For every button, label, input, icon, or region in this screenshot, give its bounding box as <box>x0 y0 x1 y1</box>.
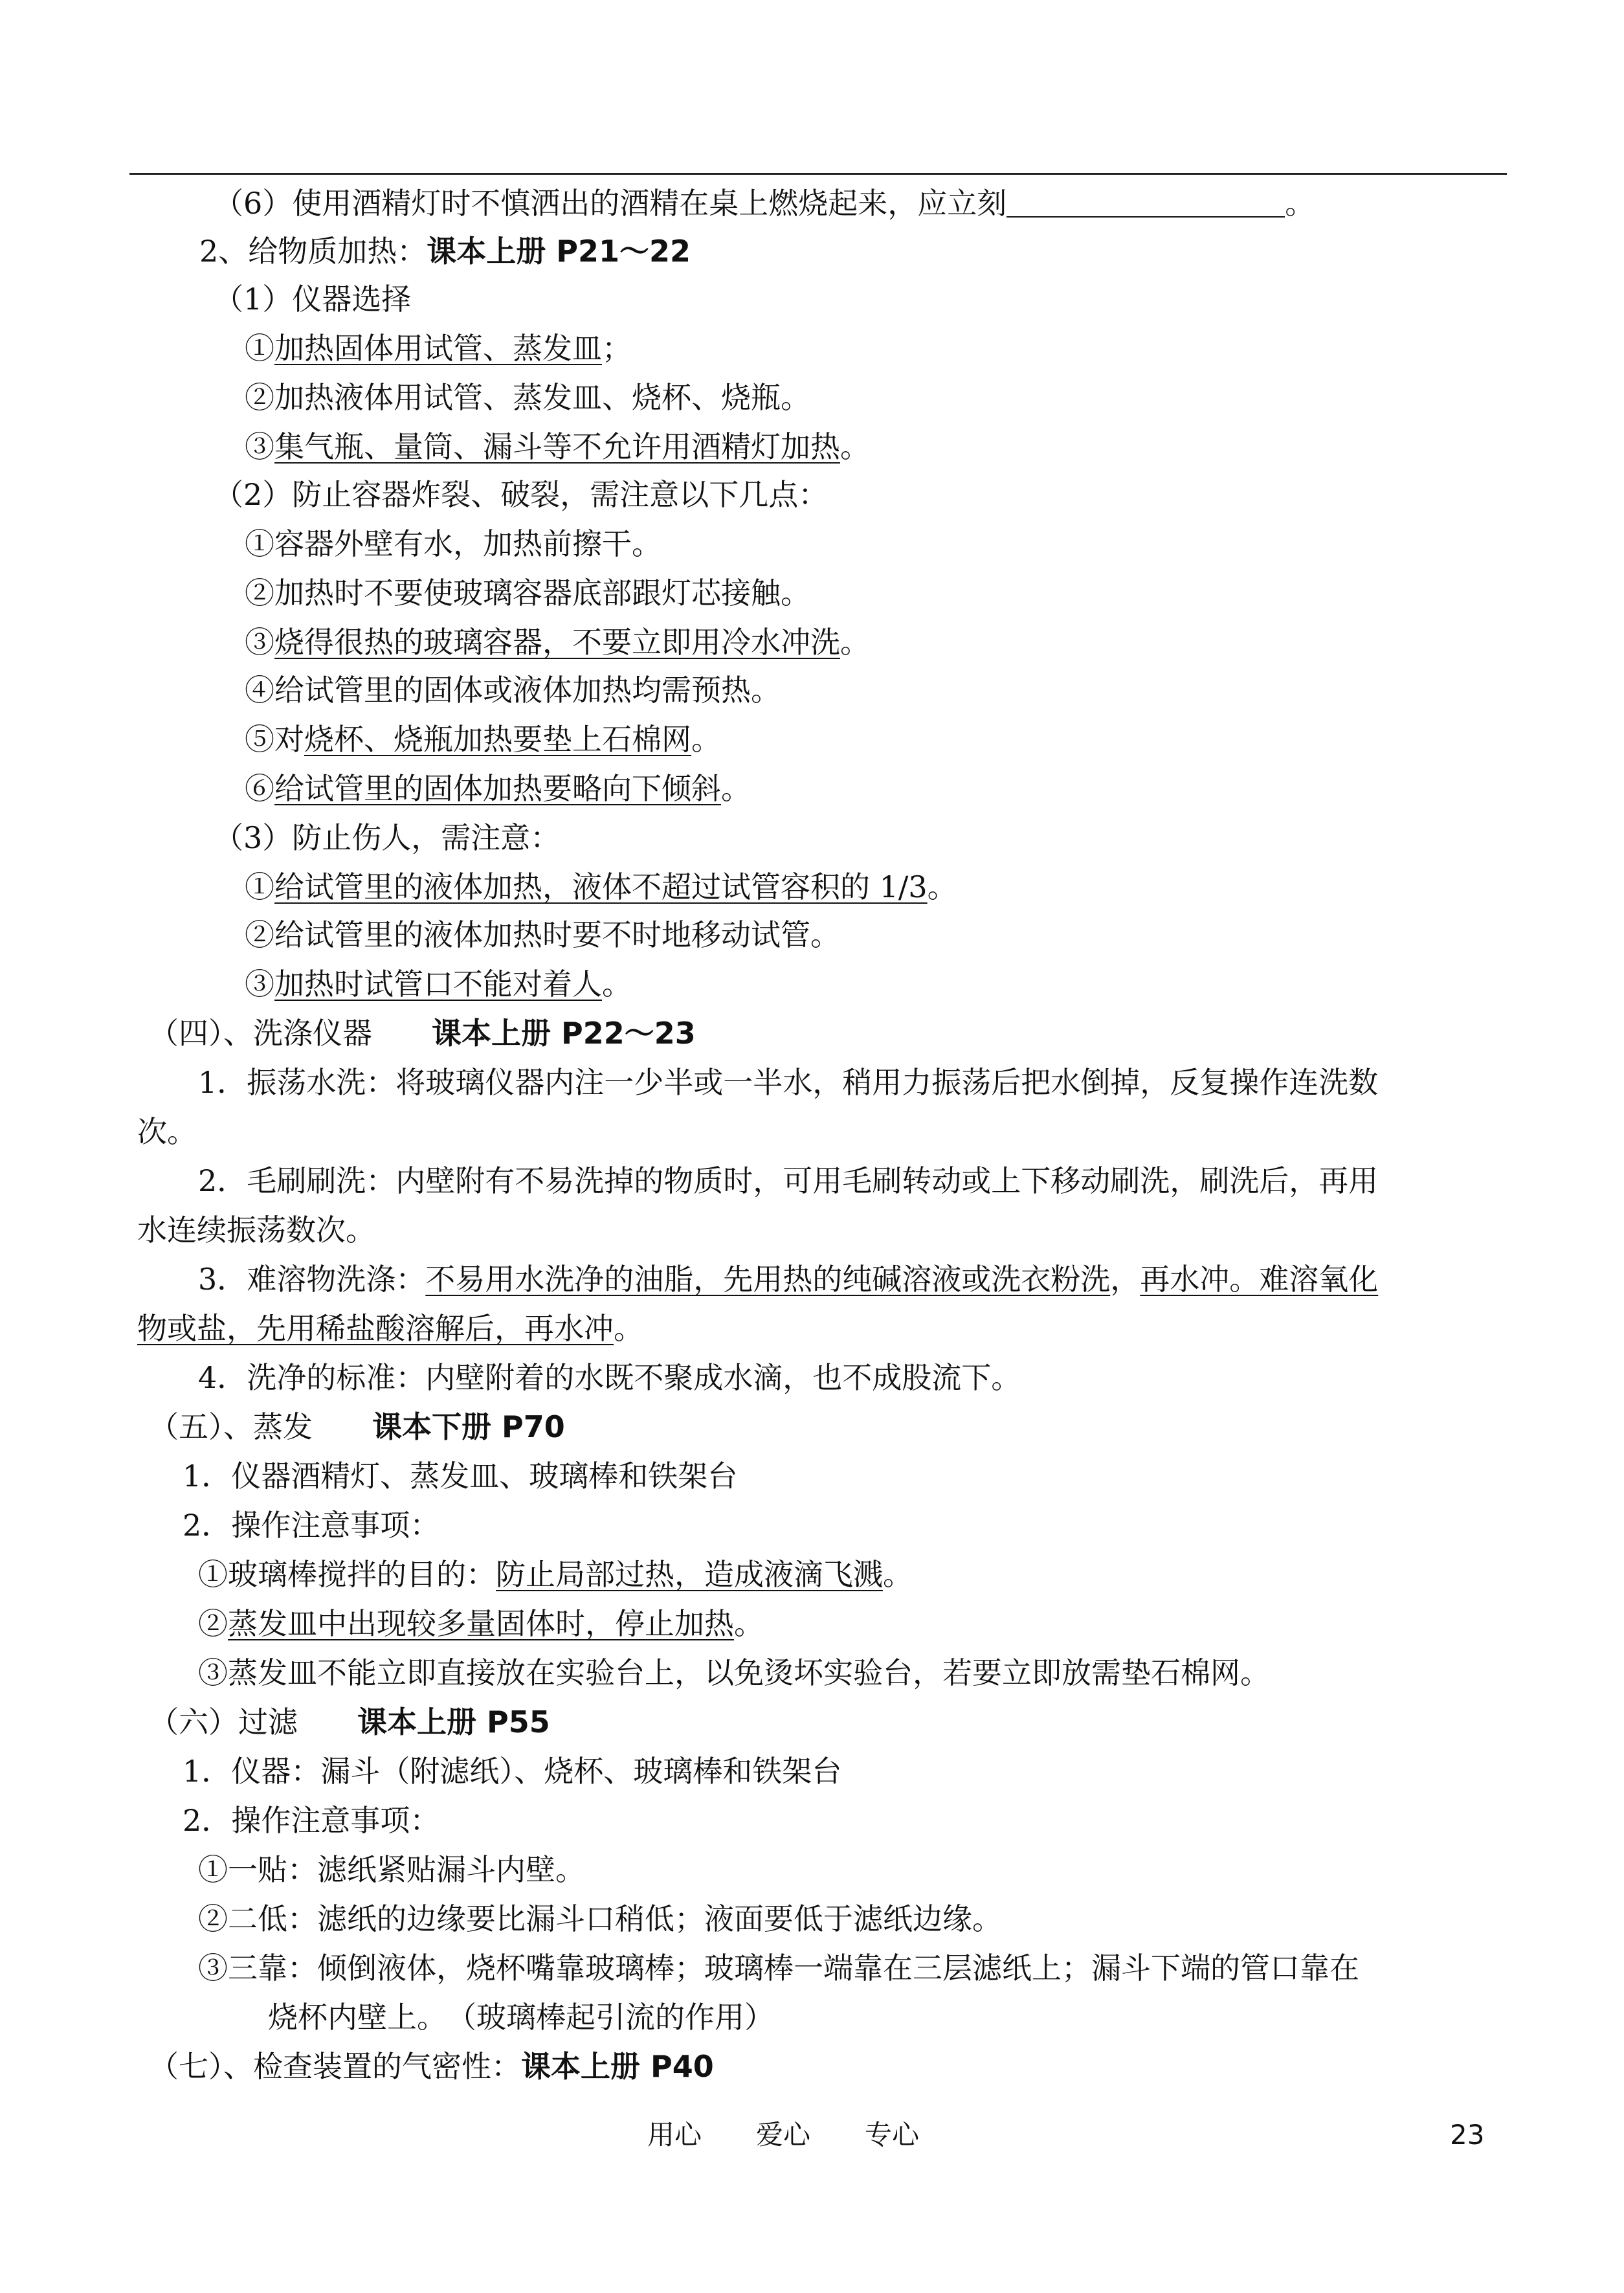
text-line <box>198 1850 585 1889</box>
line-text: ⑥ <box>245 771 274 806</box>
line-text: 。 <box>721 771 751 806</box>
line-text: 4．洗净的标准：内壁附着的水既不聚成水滴，也不成股流下。 <box>198 1360 1021 1395</box>
line-text: ； <box>602 331 632 366</box>
underlined-answer: 烧杯、烧瓶加热要垫上石棉网 <box>304 722 691 757</box>
line-text: 1．振荡水洗：将玻璃仪器内注一少半或一半水，稍用力振荡后把水倒掉，反复操作连洗数 <box>198 1065 1379 1100</box>
text-line <box>183 1506 439 1545</box>
line-text: 。 <box>927 869 957 904</box>
line-text: 1．仪器酒精灯、蒸发皿、玻璃棒和铁架台 <box>183 1459 738 1493</box>
underlined-answer: 再水冲。难溶氧化 <box>1140 1262 1379 1297</box>
text-line <box>198 1260 1378 1299</box>
line-text: ②加热时不要使玻璃容器底部跟灯芯接触。 <box>245 576 810 610</box>
line-text: ② <box>198 1606 228 1641</box>
line-text: 1．仪器：漏斗（附滤纸）、烧杯、玻璃棒和铁架台 <box>183 1754 842 1789</box>
line-text: ③三靠：倾倒液体，烧杯嘴靠玻璃棒；玻璃棒一端靠在三层滤纸上；漏斗下端的管口靠在 <box>198 1951 1359 1985</box>
text-line <box>199 232 691 271</box>
header-rule <box>129 173 1507 175</box>
text-line <box>245 915 840 954</box>
line-text: （六）过滤 <box>149 1705 357 1739</box>
underlined-answer: 防止局部过热，造成液滴飞溅 <box>496 1557 883 1592</box>
text-line <box>198 1161 1378 1200</box>
line-text: ②加热液体用试管、蒸发皿、烧杯、烧瓶。 <box>245 380 810 415</box>
underlined-answer: 给试管里的液体加热，液体不超过试管容积的 1/3 <box>274 869 928 904</box>
line-text: ④给试管里的固体或液体加热均需预热。 <box>245 673 781 708</box>
text-line <box>245 623 870 662</box>
text-line <box>183 1457 737 1495</box>
line-text: （七）、检查装置的气密性： <box>149 2049 521 2084</box>
text-line <box>198 1604 764 1643</box>
underlined-answer: 蒸发皿中出现较多量固体时，停止加热 <box>228 1606 734 1641</box>
line-text: ①一贴：滤纸紧贴漏斗内壁。 <box>198 1852 585 1887</box>
line-text: ③ <box>245 967 274 1001</box>
textbook-reference: 课本下册 P70 <box>372 1409 565 1444</box>
line-text: 水连续振荡数次。 <box>137 1213 375 1247</box>
page-number: 23 <box>1450 2119 1485 2151</box>
textbook-reference: 课本上册 P40 <box>521 2049 714 2084</box>
text-line <box>245 671 781 710</box>
text-line <box>198 1358 1021 1397</box>
text-line <box>245 427 870 466</box>
line-text: 。 <box>840 625 870 660</box>
line-text: 。 <box>734 1606 764 1641</box>
textbook-reference: 课本上册 P21～22 <box>427 234 691 269</box>
text-line <box>137 1211 375 1249</box>
underlined-answer: 不易用水洗净的油脂，先用热的纯碱溶液或洗衣粉洗 <box>425 1262 1111 1297</box>
line-text: 。 <box>691 722 721 757</box>
line-text: （1）仪器选择 <box>214 282 412 317</box>
text-line <box>245 329 632 368</box>
text-line <box>245 574 810 612</box>
line-text: 2、给物质加热： <box>199 234 427 269</box>
line-text: （3）防止伤人，需注意： <box>214 820 561 855</box>
line-text: （四）、洗涤仪器 <box>149 1016 432 1051</box>
textbook-reference: 课本上册 P22～23 <box>432 1016 696 1051</box>
line-text: 。 <box>883 1557 913 1592</box>
text-line <box>245 720 721 759</box>
line-text: ③ <box>245 429 274 464</box>
text-line <box>198 1949 1359 1987</box>
line-text: ⑤对 <box>245 722 304 757</box>
underlined-answer: 给试管里的固体加热要略向下倾斜 <box>274 771 721 806</box>
line-text: ① <box>245 331 274 366</box>
text-line <box>198 1555 913 1594</box>
text-line <box>149 2047 714 2086</box>
line-text: 烧杯内壁上。 （玻璃棒起引流的作用） <box>268 2000 774 2035</box>
underlined-answer: 加热时试管口不能对着人 <box>274 967 602 1001</box>
text-line <box>245 965 632 1003</box>
line-text: （6）使用酒精灯时不慎洒出的酒精在桌上燃烧起来，应立刻 <box>214 186 1007 221</box>
text-line <box>245 524 662 563</box>
line-text: ① <box>245 869 274 904</box>
line-text: ②给试管里的液体加热时要不时地移动试管。 <box>245 917 840 952</box>
line-text: ①玻璃棒搅拌的目的： <box>198 1557 496 1592</box>
line-text: 。 <box>602 967 632 1001</box>
line-text: 2．操作注意事项： <box>183 1803 440 1838</box>
line-text: ， <box>1110 1262 1140 1297</box>
line-text: ①容器外壁有水，加热前擦干。 <box>245 526 662 561</box>
text-line <box>149 1703 550 1741</box>
text-line <box>183 1752 841 1791</box>
text-line <box>198 1063 1378 1102</box>
line-text: 。 <box>614 1311 643 1346</box>
text-line <box>214 818 560 857</box>
underlined-answer: 加热固体用试管、蒸发皿 <box>274 331 602 366</box>
text-line <box>198 1653 1270 1692</box>
text-line <box>214 475 828 514</box>
text-line <box>149 1014 696 1053</box>
text-line <box>245 867 957 906</box>
text-line <box>137 1112 197 1151</box>
line-text: 2．毛刷刷洗：内壁附有不易洗掉的物质时，可用毛刷转动或上下移动刷洗，刷洗后，再用 <box>198 1163 1379 1198</box>
line-text: （2）防止容器炸裂、破裂，需注意以下几点： <box>214 477 829 512</box>
line-text: 。 <box>1285 186 1315 221</box>
line-text: （五）、蒸发 <box>149 1409 372 1444</box>
line-text: ③蒸发皿不能立即直接放在实验台上，以免烫坏实验台，若要立即放需垫石棉网。 <box>198 1655 1270 1690</box>
line-text: 次。 <box>137 1114 197 1149</box>
answer-blank <box>1007 188 1285 218</box>
text-line <box>245 378 810 417</box>
line-text: ③ <box>245 625 274 660</box>
text-line <box>214 280 411 319</box>
text-line <box>183 1801 439 1840</box>
text-line <box>149 1407 565 1446</box>
line-text: 。 <box>840 429 870 464</box>
line-text: 2．操作注意事项： <box>183 1508 440 1543</box>
footer-motto: 用心 爱心 专心 <box>647 2119 920 2151</box>
text-line <box>268 1998 774 2037</box>
text-line <box>198 1899 1002 1938</box>
text-line <box>214 184 1315 223</box>
underlined-answer: 烧得很热的玻璃容器，不要立即用冷水冲洗 <box>274 625 840 660</box>
line-text: ②二低：滤纸的边缘要比漏斗口稍低；液面要低于滤纸边缘。 <box>198 1901 1002 1936</box>
underlined-answer: 物或盐，先用稀盐酸溶解后，再水冲 <box>137 1311 614 1346</box>
line-text: 3．难溶物洗涤： <box>198 1262 426 1297</box>
textbook-reference: 课本上册 P55 <box>357 1705 550 1739</box>
text-line <box>137 1309 643 1348</box>
text-line <box>245 769 751 808</box>
underlined-answer: 集气瓶、量筒、漏斗等不允许用酒精灯加热 <box>274 429 840 464</box>
